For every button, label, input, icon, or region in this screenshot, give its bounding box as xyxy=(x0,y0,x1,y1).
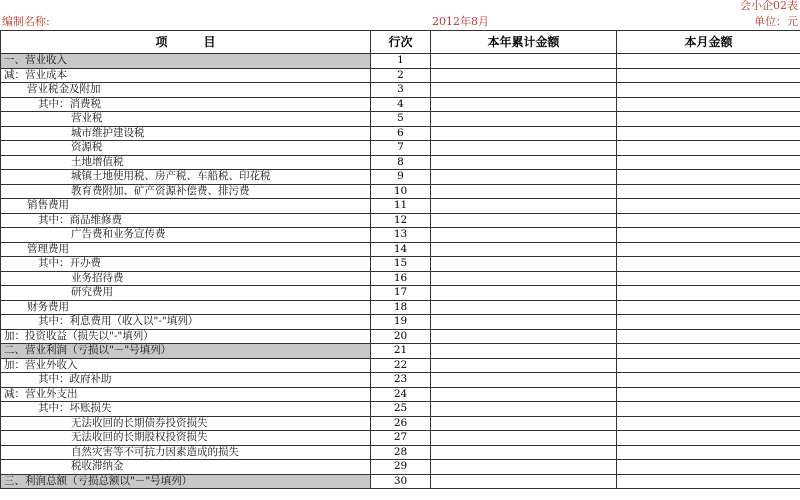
row-line-number: 16 xyxy=(371,271,431,286)
row-line-number: 10 xyxy=(371,184,431,199)
row-line-number: 9 xyxy=(371,170,431,185)
ytd-amount-cell[interactable] xyxy=(431,126,617,141)
ytd-amount-cell[interactable] xyxy=(431,271,617,286)
ytd-amount-cell[interactable] xyxy=(431,416,617,431)
month-amount-cell[interactable] xyxy=(617,358,800,373)
month-amount-cell[interactable] xyxy=(617,315,800,330)
column-header-line: 行次 xyxy=(371,31,431,54)
month-amount-cell[interactable] xyxy=(617,460,800,475)
table-row xyxy=(1,286,800,301)
ytd-amount-cell[interactable] xyxy=(431,54,617,69)
row-item-label: 营业税金及附加 xyxy=(1,83,371,98)
ytd-amount-cell[interactable] xyxy=(431,286,617,301)
row-item-label: 无法收回的长期债券投资损失 xyxy=(1,416,371,431)
month-amount-cell[interactable] xyxy=(617,184,800,199)
month-amount-cell[interactable] xyxy=(617,474,800,489)
row-line-number: 3 xyxy=(371,83,431,98)
table-header-row xyxy=(1,31,800,54)
compiler-label: 编制名称: xyxy=(2,15,50,28)
ytd-amount-cell[interactable] xyxy=(431,112,617,127)
row-line-number: 28 xyxy=(371,445,431,460)
row-line-number: 6 xyxy=(371,126,431,141)
table-row xyxy=(1,97,800,112)
row-item-label: 其中：消费税 xyxy=(1,97,371,112)
row-item-label: 城市维护建设税 xyxy=(1,126,371,141)
row-item-label: 财务费用 xyxy=(1,300,371,315)
row-line-number: 11 xyxy=(371,199,431,214)
table-row xyxy=(1,329,800,344)
ytd-amount-cell[interactable] xyxy=(431,213,617,228)
table-row xyxy=(1,271,800,286)
row-line-number: 7 xyxy=(371,141,431,156)
table-row xyxy=(1,170,800,185)
row-item-label: 城镇土地使用税、房产税、车船税、印花税 xyxy=(1,170,371,185)
month-amount-cell[interactable] xyxy=(617,54,800,69)
row-line-number: 23 xyxy=(371,373,431,388)
row-item-label: 其中：开办费 xyxy=(1,257,371,272)
row-line-number: 15 xyxy=(371,257,431,272)
table-row xyxy=(1,184,800,199)
month-amount-cell[interactable] xyxy=(617,213,800,228)
table-row xyxy=(1,445,800,460)
row-line-number: 8 xyxy=(371,155,431,170)
month-amount-cell[interactable] xyxy=(617,83,800,98)
row-item-label: 其中：坏账损失 xyxy=(1,402,371,417)
row-item-label: 资源税 xyxy=(1,141,371,156)
ytd-amount-cell[interactable] xyxy=(431,184,617,199)
row-line-number: 19 xyxy=(371,315,431,330)
ytd-amount-cell[interactable] xyxy=(431,460,617,475)
table-row xyxy=(1,126,800,141)
row-line-number: 21 xyxy=(371,344,431,359)
row-line-number: 4 xyxy=(371,97,431,112)
month-amount-cell[interactable] xyxy=(617,257,800,272)
row-line-number: 25 xyxy=(371,402,431,417)
row-item-label: 二、营业利润（亏损以"－"号填列） xyxy=(1,344,371,359)
table-row xyxy=(1,416,800,431)
month-amount-cell[interactable] xyxy=(617,445,800,460)
row-line-number: 17 xyxy=(371,286,431,301)
month-amount-cell[interactable] xyxy=(617,141,800,156)
ytd-amount-cell[interactable] xyxy=(431,344,617,359)
month-amount-cell[interactable] xyxy=(617,68,800,83)
ytd-amount-cell[interactable] xyxy=(431,228,617,243)
month-amount-cell[interactable] xyxy=(617,97,800,112)
month-amount-cell[interactable] xyxy=(617,387,800,402)
row-item-label: 无法收回的长期股权投资损失 xyxy=(1,431,371,446)
row-item-label: 自然灾害等不可抗力因素造成的损失 xyxy=(1,445,371,460)
month-amount-cell[interactable] xyxy=(617,431,800,446)
table-row xyxy=(1,228,800,243)
report-period: 2012年8月 xyxy=(432,15,489,28)
ytd-amount-cell[interactable] xyxy=(431,474,617,489)
column-header-ytd: 本年累计金额 xyxy=(431,31,617,54)
month-amount-cell[interactable] xyxy=(617,242,800,257)
row-item-label: 广告费和业务宣传费 xyxy=(1,228,371,243)
table-row xyxy=(1,474,800,489)
month-amount-cell[interactable] xyxy=(617,373,800,388)
month-amount-cell[interactable] xyxy=(617,344,800,359)
table-row xyxy=(1,387,800,402)
ytd-amount-cell[interactable] xyxy=(431,97,617,112)
table-row xyxy=(1,54,800,69)
row-line-number: 1 xyxy=(371,54,431,69)
ytd-amount-cell[interactable] xyxy=(431,358,617,373)
month-amount-cell[interactable] xyxy=(617,112,800,127)
table-row xyxy=(1,344,800,359)
month-amount-cell[interactable] xyxy=(617,170,800,185)
row-item-label: 加：营业外收入 xyxy=(1,358,371,373)
row-line-number: 27 xyxy=(371,431,431,446)
row-line-number: 5 xyxy=(371,112,431,127)
ytd-amount-cell[interactable] xyxy=(431,373,617,388)
table-row xyxy=(1,155,800,170)
table-row xyxy=(1,242,800,257)
row-item-label: 其中：商品维修费 xyxy=(1,213,371,228)
table-row xyxy=(1,358,800,373)
row-item-label: 研究费用 xyxy=(1,286,371,301)
row-line-number: 29 xyxy=(371,460,431,475)
ytd-amount-cell[interactable] xyxy=(431,141,617,156)
ytd-amount-cell[interactable] xyxy=(431,315,617,330)
row-item-label: 三、利润总额（亏损总额以"－"号填列） xyxy=(1,474,371,489)
ytd-amount-cell[interactable] xyxy=(431,68,617,83)
form-code: 会小企02表 xyxy=(740,0,798,12)
ytd-amount-cell[interactable] xyxy=(431,445,617,460)
row-item-label: 减：营业外支出 xyxy=(1,387,371,402)
column-header-month: 本月金额 xyxy=(617,31,800,54)
month-amount-cell[interactable] xyxy=(617,155,800,170)
row-line-number: 24 xyxy=(371,387,431,402)
month-amount-cell[interactable] xyxy=(617,126,800,141)
table-row xyxy=(1,213,800,228)
month-amount-cell[interactable] xyxy=(617,228,800,243)
row-item-label: 一、营业收入 xyxy=(1,54,371,69)
income-statement-table xyxy=(0,30,800,489)
ytd-amount-cell[interactable] xyxy=(431,329,617,344)
row-line-number: 14 xyxy=(371,242,431,257)
table-row xyxy=(1,460,800,475)
table-row xyxy=(1,68,800,83)
table-row xyxy=(1,373,800,388)
currency-unit: 单位：元 xyxy=(754,15,798,28)
row-line-number: 26 xyxy=(371,416,431,431)
row-line-number: 12 xyxy=(371,213,431,228)
month-amount-cell[interactable] xyxy=(617,300,800,315)
table-row xyxy=(1,83,800,98)
row-line-number: 22 xyxy=(371,358,431,373)
row-item-label: 其中：利息费用（收入以"-"填列） xyxy=(1,315,371,330)
row-item-label: 销售费用 xyxy=(1,199,371,214)
table-body xyxy=(1,54,800,489)
row-item-label: 加：投资收益（损失以"-"填列） xyxy=(1,329,371,344)
table-row xyxy=(1,315,800,330)
row-line-number: 2 xyxy=(371,68,431,83)
table-row xyxy=(1,112,800,127)
ytd-amount-cell[interactable] xyxy=(431,402,617,417)
row-line-number: 13 xyxy=(371,228,431,243)
ytd-amount-cell[interactable] xyxy=(431,387,617,402)
ytd-amount-cell[interactable] xyxy=(431,199,617,214)
row-item-label: 管理费用 xyxy=(1,242,371,257)
column-header-item: 项 目 xyxy=(1,31,371,54)
table-row xyxy=(1,199,800,214)
row-item-label: 税收滞纳金 xyxy=(1,460,371,475)
table-row xyxy=(1,402,800,417)
row-line-number: 30 xyxy=(371,474,431,489)
ytd-amount-cell[interactable] xyxy=(431,431,617,446)
ytd-amount-cell[interactable] xyxy=(431,170,617,185)
ytd-amount-cell[interactable] xyxy=(431,155,617,170)
ytd-amount-cell[interactable] xyxy=(431,242,617,257)
table-row xyxy=(1,300,800,315)
ytd-amount-cell[interactable] xyxy=(431,257,617,272)
row-item-label: 教育费附加、矿产资源补偿费、排污费 xyxy=(1,184,371,199)
row-line-number: 20 xyxy=(371,329,431,344)
table-row xyxy=(1,257,800,272)
month-amount-cell[interactable] xyxy=(617,286,800,301)
ytd-amount-cell[interactable] xyxy=(431,83,617,98)
month-amount-cell[interactable] xyxy=(617,402,800,417)
row-item-label: 减：营业成本 xyxy=(1,68,371,83)
month-amount-cell[interactable] xyxy=(617,329,800,344)
row-item-label: 其中：政府补助 xyxy=(1,373,371,388)
row-item-label: 业务招待费 xyxy=(1,271,371,286)
row-line-number: 18 xyxy=(371,300,431,315)
month-amount-cell[interactable] xyxy=(617,416,800,431)
table-row xyxy=(1,431,800,446)
table-row xyxy=(1,141,800,156)
ytd-amount-cell[interactable] xyxy=(431,300,617,315)
month-amount-cell[interactable] xyxy=(617,199,800,214)
month-amount-cell[interactable] xyxy=(617,271,800,286)
row-item-label: 营业税 xyxy=(1,112,371,127)
row-item-label: 土地增值税 xyxy=(1,155,371,170)
